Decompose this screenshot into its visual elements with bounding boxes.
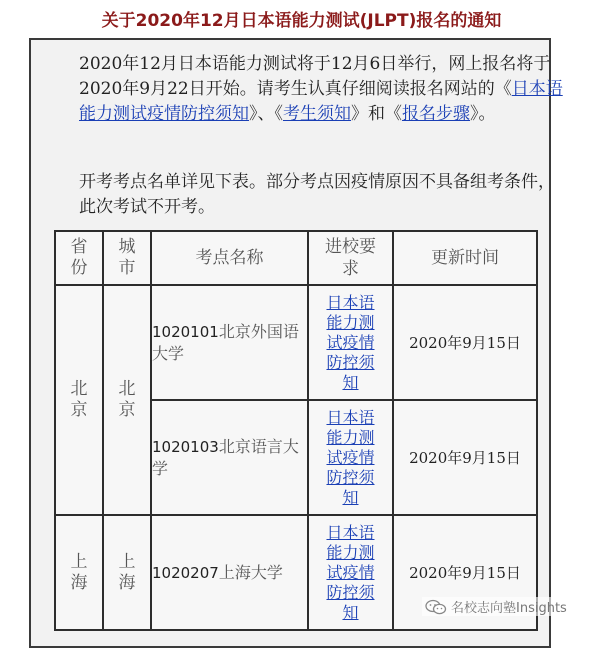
cell-site: 1020101北京外国语大学 xyxy=(151,285,308,400)
header-requirement: 进校要求 xyxy=(308,231,393,285)
intro-text-3: 》和《 xyxy=(351,104,402,124)
intro-paragraph xyxy=(45,52,571,127)
cell-requirement xyxy=(308,400,393,515)
cell-date: 2020年9月15日 xyxy=(393,515,537,630)
table-row xyxy=(55,285,537,400)
cell-requirement xyxy=(308,515,393,630)
header-city: 城市 xyxy=(103,231,151,285)
header-province: 省份 xyxy=(55,231,103,285)
link-candidate-notice[interactable]: 考生须知 xyxy=(283,104,351,124)
cell-province: 北京 xyxy=(55,285,103,515)
requirement-link[interactable]: 日本语能力测试疫情防控须知 xyxy=(326,407,375,507)
cell-date: 2020年9月15日 xyxy=(393,400,537,515)
cell-site: 1020207上海大学 xyxy=(151,515,308,630)
cell-province: 上海 xyxy=(55,515,103,630)
cell-date: 2020年9月15日 xyxy=(393,285,537,400)
wechat-icon xyxy=(425,599,447,615)
notice-paragraph: 开考考点名单详见下表。部分考点因疫情原因不具备组考条件，此次考试不开考。 xyxy=(79,172,555,217)
intro-text-2: 》、《 xyxy=(249,104,283,124)
exam-site-table xyxy=(54,230,538,631)
intro-text-1: 2020年12月日本语能力测试将于12月6日举行，网上报名将于2020年9月22日开始。请考生认真仔细阅读报名网站的《 xyxy=(79,54,551,99)
watermark-text: 名校志向塾Insights xyxy=(451,601,567,616)
table-header-row xyxy=(55,231,537,285)
cell-city: 上海 xyxy=(103,515,151,630)
intro-text-4: 》。 xyxy=(470,104,496,124)
watermark xyxy=(422,597,570,616)
requirement-link[interactable]: 日本语能力测试疫情防控须知 xyxy=(326,522,375,622)
notice-panel xyxy=(29,38,563,648)
requirement-link[interactable]: 日本语能力测试疫情防控须知 xyxy=(326,292,375,392)
cell-city: 北京 xyxy=(103,285,151,515)
header-site: 考点名称 xyxy=(151,231,308,285)
cell-site: 1020103北京语言大学 xyxy=(151,400,308,515)
page-title: 关于2020年12月日本语能力测试(JLPT)报名的通知 xyxy=(101,11,502,31)
header-updated: 更新时间 xyxy=(393,231,537,285)
link-covid-notice[interactable]: 日本语能力测试疫情防控须知 xyxy=(79,79,563,124)
cell-requirement xyxy=(308,285,393,400)
link-registration-steps[interactable]: 报名步骤 xyxy=(402,104,470,124)
